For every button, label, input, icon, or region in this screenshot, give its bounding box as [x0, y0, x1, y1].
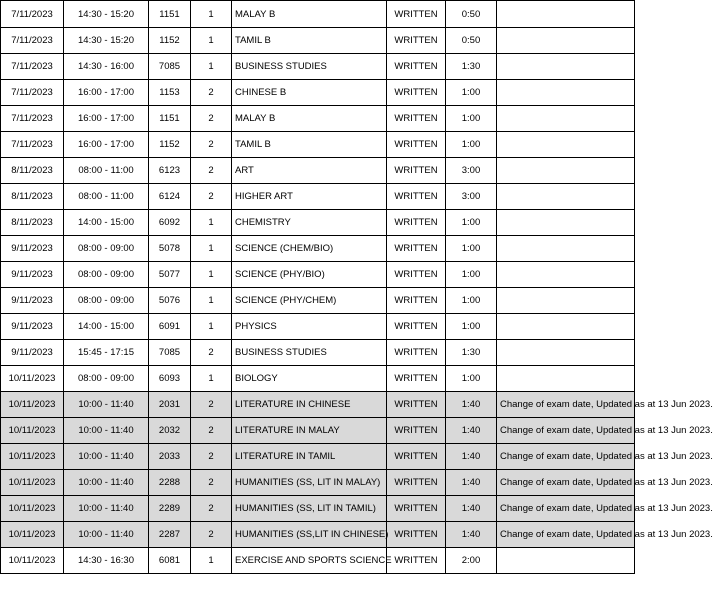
exam-type-cell: WRITTEN [387, 184, 446, 210]
paper-number-cell: 1 [191, 262, 232, 288]
exam-date-cell: 9/11/2023 [1, 262, 64, 288]
table-row [1, 54, 635, 80]
paper-number-cell: 1 [191, 28, 232, 54]
exam-time-cell: 16:00 - 17:00 [64, 132, 149, 158]
paper-number-cell: 2 [191, 132, 232, 158]
exam-time-cell: 10:00 - 11:40 [64, 470, 149, 496]
remarks-cell [497, 340, 635, 366]
subject-name-cell: MALAY B [232, 106, 387, 132]
table-row [1, 418, 635, 444]
exam-type-cell: WRITTEN [387, 366, 446, 392]
remarks-cell: Change of exam date, Updated as at 13 Jun 2023. [497, 418, 635, 444]
exam-time-cell: 16:00 - 17:00 [64, 80, 149, 106]
exam-date-cell: 9/11/2023 [1, 340, 64, 366]
subject-name-cell: BUSINESS STUDIES [232, 54, 387, 80]
subject-name-cell: LITERATURE IN CHINESE [232, 392, 387, 418]
exam-time-cell: 14:00 - 15:00 [64, 210, 149, 236]
remarks-cell: Change of exam date, Updated as at 13 Jun 2023. [497, 392, 635, 418]
table-row [1, 522, 635, 548]
timetable-body [1, 1, 713, 574]
subject-code-cell: 5076 [149, 288, 191, 314]
paper-number-cell: 2 [191, 392, 232, 418]
duration-cell: 1:40 [446, 392, 497, 418]
paper-number-cell: 2 [191, 106, 232, 132]
exam-time-cell: 10:00 - 11:40 [64, 418, 149, 444]
exam-type-cell: WRITTEN [387, 288, 446, 314]
paper-number-cell: 1 [191, 1, 232, 28]
duration-cell: 1:00 [446, 80, 497, 106]
remarks-cell [497, 54, 635, 80]
remarks-cell: Change of exam date, Updated as at 13 Jun 2023. [497, 522, 635, 548]
table-row [1, 106, 635, 132]
exam-time-cell: 10:00 - 11:40 [64, 444, 149, 470]
paper-number-cell: 2 [191, 158, 232, 184]
remarks-cell [497, 548, 635, 574]
table-row [1, 496, 635, 522]
subject-name-cell: BIOLOGY [232, 366, 387, 392]
exam-type-cell: WRITTEN [387, 54, 446, 80]
subject-code-cell: 5078 [149, 236, 191, 262]
duration-cell: 1:00 [446, 288, 497, 314]
exam-type-cell: WRITTEN [387, 392, 446, 418]
duration-cell: 3:00 [446, 184, 497, 210]
duration-cell: 1:30 [446, 54, 497, 80]
table-row [1, 80, 635, 106]
exam-type-cell: WRITTEN [387, 522, 446, 548]
subject-name-cell: SCIENCE (CHEM/BIO) [232, 236, 387, 262]
subject-code-cell: 2032 [149, 418, 191, 444]
paper-number-cell: 1 [191, 236, 232, 262]
subject-name-cell: MALAY B [232, 1, 387, 28]
table-row [1, 314, 635, 340]
remarks-cell [497, 106, 635, 132]
exam-type-cell: WRITTEN [387, 132, 446, 158]
exam-time-cell: 14:00 - 15:00 [64, 314, 149, 340]
exam-type-cell: WRITTEN [387, 210, 446, 236]
duration-cell: 1:00 [446, 210, 497, 236]
exam-date-cell: 7/11/2023 [1, 106, 64, 132]
duration-cell: 1:00 [446, 132, 497, 158]
subject-code-cell: 6092 [149, 210, 191, 236]
exam-date-cell: 10/11/2023 [1, 418, 64, 444]
table-row [1, 158, 635, 184]
exam-time-cell: 14:30 - 15:20 [64, 28, 149, 54]
exam-date-cell: 10/11/2023 [1, 522, 64, 548]
exam-type-cell: WRITTEN [387, 314, 446, 340]
exam-time-cell: 08:00 - 09:00 [64, 262, 149, 288]
exam-date-cell: 10/11/2023 [1, 548, 64, 574]
subject-code-cell: 6081 [149, 548, 191, 574]
subject-code-cell: 7085 [149, 54, 191, 80]
exam-date-cell: 8/11/2023 [1, 210, 64, 236]
exam-time-cell: 14:30 - 16:30 [64, 548, 149, 574]
exam-time-cell: 14:30 - 15:20 [64, 1, 149, 28]
exam-type-cell: WRITTEN [387, 158, 446, 184]
remarks-cell: Change of exam date, Updated as at 13 Jun 2023. [497, 444, 635, 470]
table-row [1, 444, 635, 470]
exam-date-cell: 10/11/2023 [1, 392, 64, 418]
remarks-cell [497, 236, 635, 262]
paper-number-cell: 1 [191, 548, 232, 574]
paper-number-cell: 1 [191, 314, 232, 340]
exam-type-cell: WRITTEN [387, 496, 446, 522]
subject-name-cell: HUMANITIES (SS,LIT IN CHINESE) [232, 522, 387, 548]
remarks-cell [497, 1, 635, 28]
remarks-cell: Change of exam date, Updated as at 13 Jun 2023. [497, 496, 635, 522]
exam-date-cell: 7/11/2023 [1, 80, 64, 106]
subject-code-cell: 2033 [149, 444, 191, 470]
duration-cell: 1:00 [446, 236, 497, 262]
paper-number-cell: 2 [191, 444, 232, 470]
exam-date-cell: 8/11/2023 [1, 158, 64, 184]
exam-time-cell: 08:00 - 11:00 [64, 158, 149, 184]
remarks-cell [497, 132, 635, 158]
subject-name-cell: TAMIL B [232, 28, 387, 54]
subject-name-cell: BUSINESS STUDIES [232, 340, 387, 366]
table-row [1, 132, 635, 158]
subject-code-cell: 1152 [149, 132, 191, 158]
subject-name-cell: HIGHER ART [232, 184, 387, 210]
exam-type-cell: WRITTEN [387, 444, 446, 470]
remarks-cell: Change of exam date, Updated as at 13 Jun 2023. [497, 470, 635, 496]
exam-date-cell: 10/11/2023 [1, 496, 64, 522]
exam-time-cell: 08:00 - 09:00 [64, 236, 149, 262]
exam-date-cell: 10/11/2023 [1, 444, 64, 470]
exam-date-cell: 9/11/2023 [1, 236, 64, 262]
table-row [1, 366, 635, 392]
duration-cell: 1:30 [446, 340, 497, 366]
subject-code-cell: 2288 [149, 470, 191, 496]
exam-time-cell: 16:00 - 17:00 [64, 106, 149, 132]
subject-code-cell: 1153 [149, 80, 191, 106]
subject-name-cell: LITERATURE IN TAMIL [232, 444, 387, 470]
exam-date-cell: 7/11/2023 [1, 28, 64, 54]
subject-code-cell: 6093 [149, 366, 191, 392]
duration-cell: 1:40 [446, 470, 497, 496]
exam-type-cell: WRITTEN [387, 418, 446, 444]
subject-name-cell: EXERCISE AND SPORTS SCIENCE [232, 548, 387, 574]
exam-time-cell: 08:00 - 11:00 [64, 184, 149, 210]
table-row [1, 392, 635, 418]
exam-date-cell: 7/11/2023 [1, 54, 64, 80]
subject-code-cell: 2287 [149, 522, 191, 548]
exam-date-cell: 7/11/2023 [1, 1, 64, 28]
duration-cell: 2:00 [446, 548, 497, 574]
remarks-cell [497, 262, 635, 288]
remarks-cell [497, 314, 635, 340]
exam-type-cell: WRITTEN [387, 106, 446, 132]
remarks-cell [497, 288, 635, 314]
paper-number-cell: 1 [191, 54, 232, 80]
duration-cell: 1:40 [446, 444, 497, 470]
exam-type-cell: WRITTEN [387, 80, 446, 106]
subject-code-cell: 6124 [149, 184, 191, 210]
duration-cell: 1:00 [446, 262, 497, 288]
table-row [1, 262, 635, 288]
subject-code-cell: 2289 [149, 496, 191, 522]
exam-time-cell: 08:00 - 09:00 [64, 288, 149, 314]
paper-number-cell: 1 [191, 288, 232, 314]
table-row [1, 236, 635, 262]
exam-type-cell: WRITTEN [387, 236, 446, 262]
duration-cell: 1:40 [446, 496, 497, 522]
subject-name-cell: PHYSICS [232, 314, 387, 340]
paper-number-cell: 1 [191, 366, 232, 392]
paper-number-cell: 2 [191, 522, 232, 548]
exam-type-cell: WRITTEN [387, 340, 446, 366]
subject-name-cell: SCIENCE (PHY/CHEM) [232, 288, 387, 314]
remarks-cell [497, 80, 635, 106]
exam-time-cell: 14:30 - 16:00 [64, 54, 149, 80]
table-row [1, 288, 635, 314]
duration-cell: 3:00 [446, 158, 497, 184]
subject-name-cell: ART [232, 158, 387, 184]
subject-name-cell: HUMANITIES (SS, LIT IN TAMIL) [232, 496, 387, 522]
duration-cell: 1:40 [446, 418, 497, 444]
subject-name-cell: HUMANITIES (SS, LIT IN MALAY) [232, 470, 387, 496]
duration-cell: 1:00 [446, 366, 497, 392]
exam-time-cell: 08:00 - 09:00 [64, 366, 149, 392]
table-row [1, 1, 635, 28]
table-row [1, 548, 635, 574]
duration-cell: 1:00 [446, 314, 497, 340]
exam-date-cell: 9/11/2023 [1, 314, 64, 340]
subject-code-cell: 1152 [149, 28, 191, 54]
subject-code-cell: 2031 [149, 392, 191, 418]
duration-cell: 0:50 [446, 28, 497, 54]
paper-number-cell: 2 [191, 80, 232, 106]
exam-date-cell: 7/11/2023 [1, 132, 64, 158]
duration-cell: 1:40 [446, 522, 497, 548]
exam-time-cell: 10:00 - 11:40 [64, 522, 149, 548]
table-row [1, 210, 635, 236]
exam-type-cell: WRITTEN [387, 470, 446, 496]
subject-code-cell: 6091 [149, 314, 191, 340]
paper-number-cell: 2 [191, 496, 232, 522]
table-row [1, 470, 635, 496]
exam-time-cell: 10:00 - 11:40 [64, 496, 149, 522]
exam-date-cell: 10/11/2023 [1, 366, 64, 392]
subject-name-cell: SCIENCE (PHY/BIO) [232, 262, 387, 288]
exam-date-cell: 10/11/2023 [1, 470, 64, 496]
exam-type-cell: WRITTEN [387, 1, 446, 28]
exam-time-cell: 10:00 - 11:40 [64, 392, 149, 418]
paper-number-cell: 2 [191, 418, 232, 444]
table-row [1, 28, 635, 54]
duration-cell: 0:50 [446, 1, 497, 28]
exam-type-cell: WRITTEN [387, 262, 446, 288]
exam-date-cell: 9/11/2023 [1, 288, 64, 314]
subject-name-cell: CHINESE B [232, 80, 387, 106]
subject-code-cell: 7085 [149, 340, 191, 366]
exam-type-cell: WRITTEN [387, 548, 446, 574]
subject-code-cell: 6123 [149, 158, 191, 184]
duration-cell: 1:00 [446, 106, 497, 132]
subject-code-cell: 5077 [149, 262, 191, 288]
remarks-cell [497, 28, 635, 54]
remarks-cell [497, 184, 635, 210]
paper-number-cell: 1 [191, 210, 232, 236]
table-row [1, 184, 635, 210]
table-row [1, 340, 635, 366]
subject-name-cell: LITERATURE IN MALAY [232, 418, 387, 444]
subject-code-cell: 1151 [149, 1, 191, 28]
subject-name-cell: TAMIL B [232, 132, 387, 158]
paper-number-cell: 2 [191, 184, 232, 210]
paper-number-cell: 2 [191, 340, 232, 366]
remarks-cell [497, 158, 635, 184]
exam-time-cell: 15:45 - 17:15 [64, 340, 149, 366]
paper-number-cell: 2 [191, 470, 232, 496]
subject-code-cell: 1151 [149, 106, 191, 132]
remarks-cell [497, 210, 635, 236]
remarks-cell [497, 366, 635, 392]
subject-name-cell: CHEMISTRY [232, 210, 387, 236]
exam-type-cell: WRITTEN [387, 28, 446, 54]
exam-date-cell: 8/11/2023 [1, 184, 64, 210]
